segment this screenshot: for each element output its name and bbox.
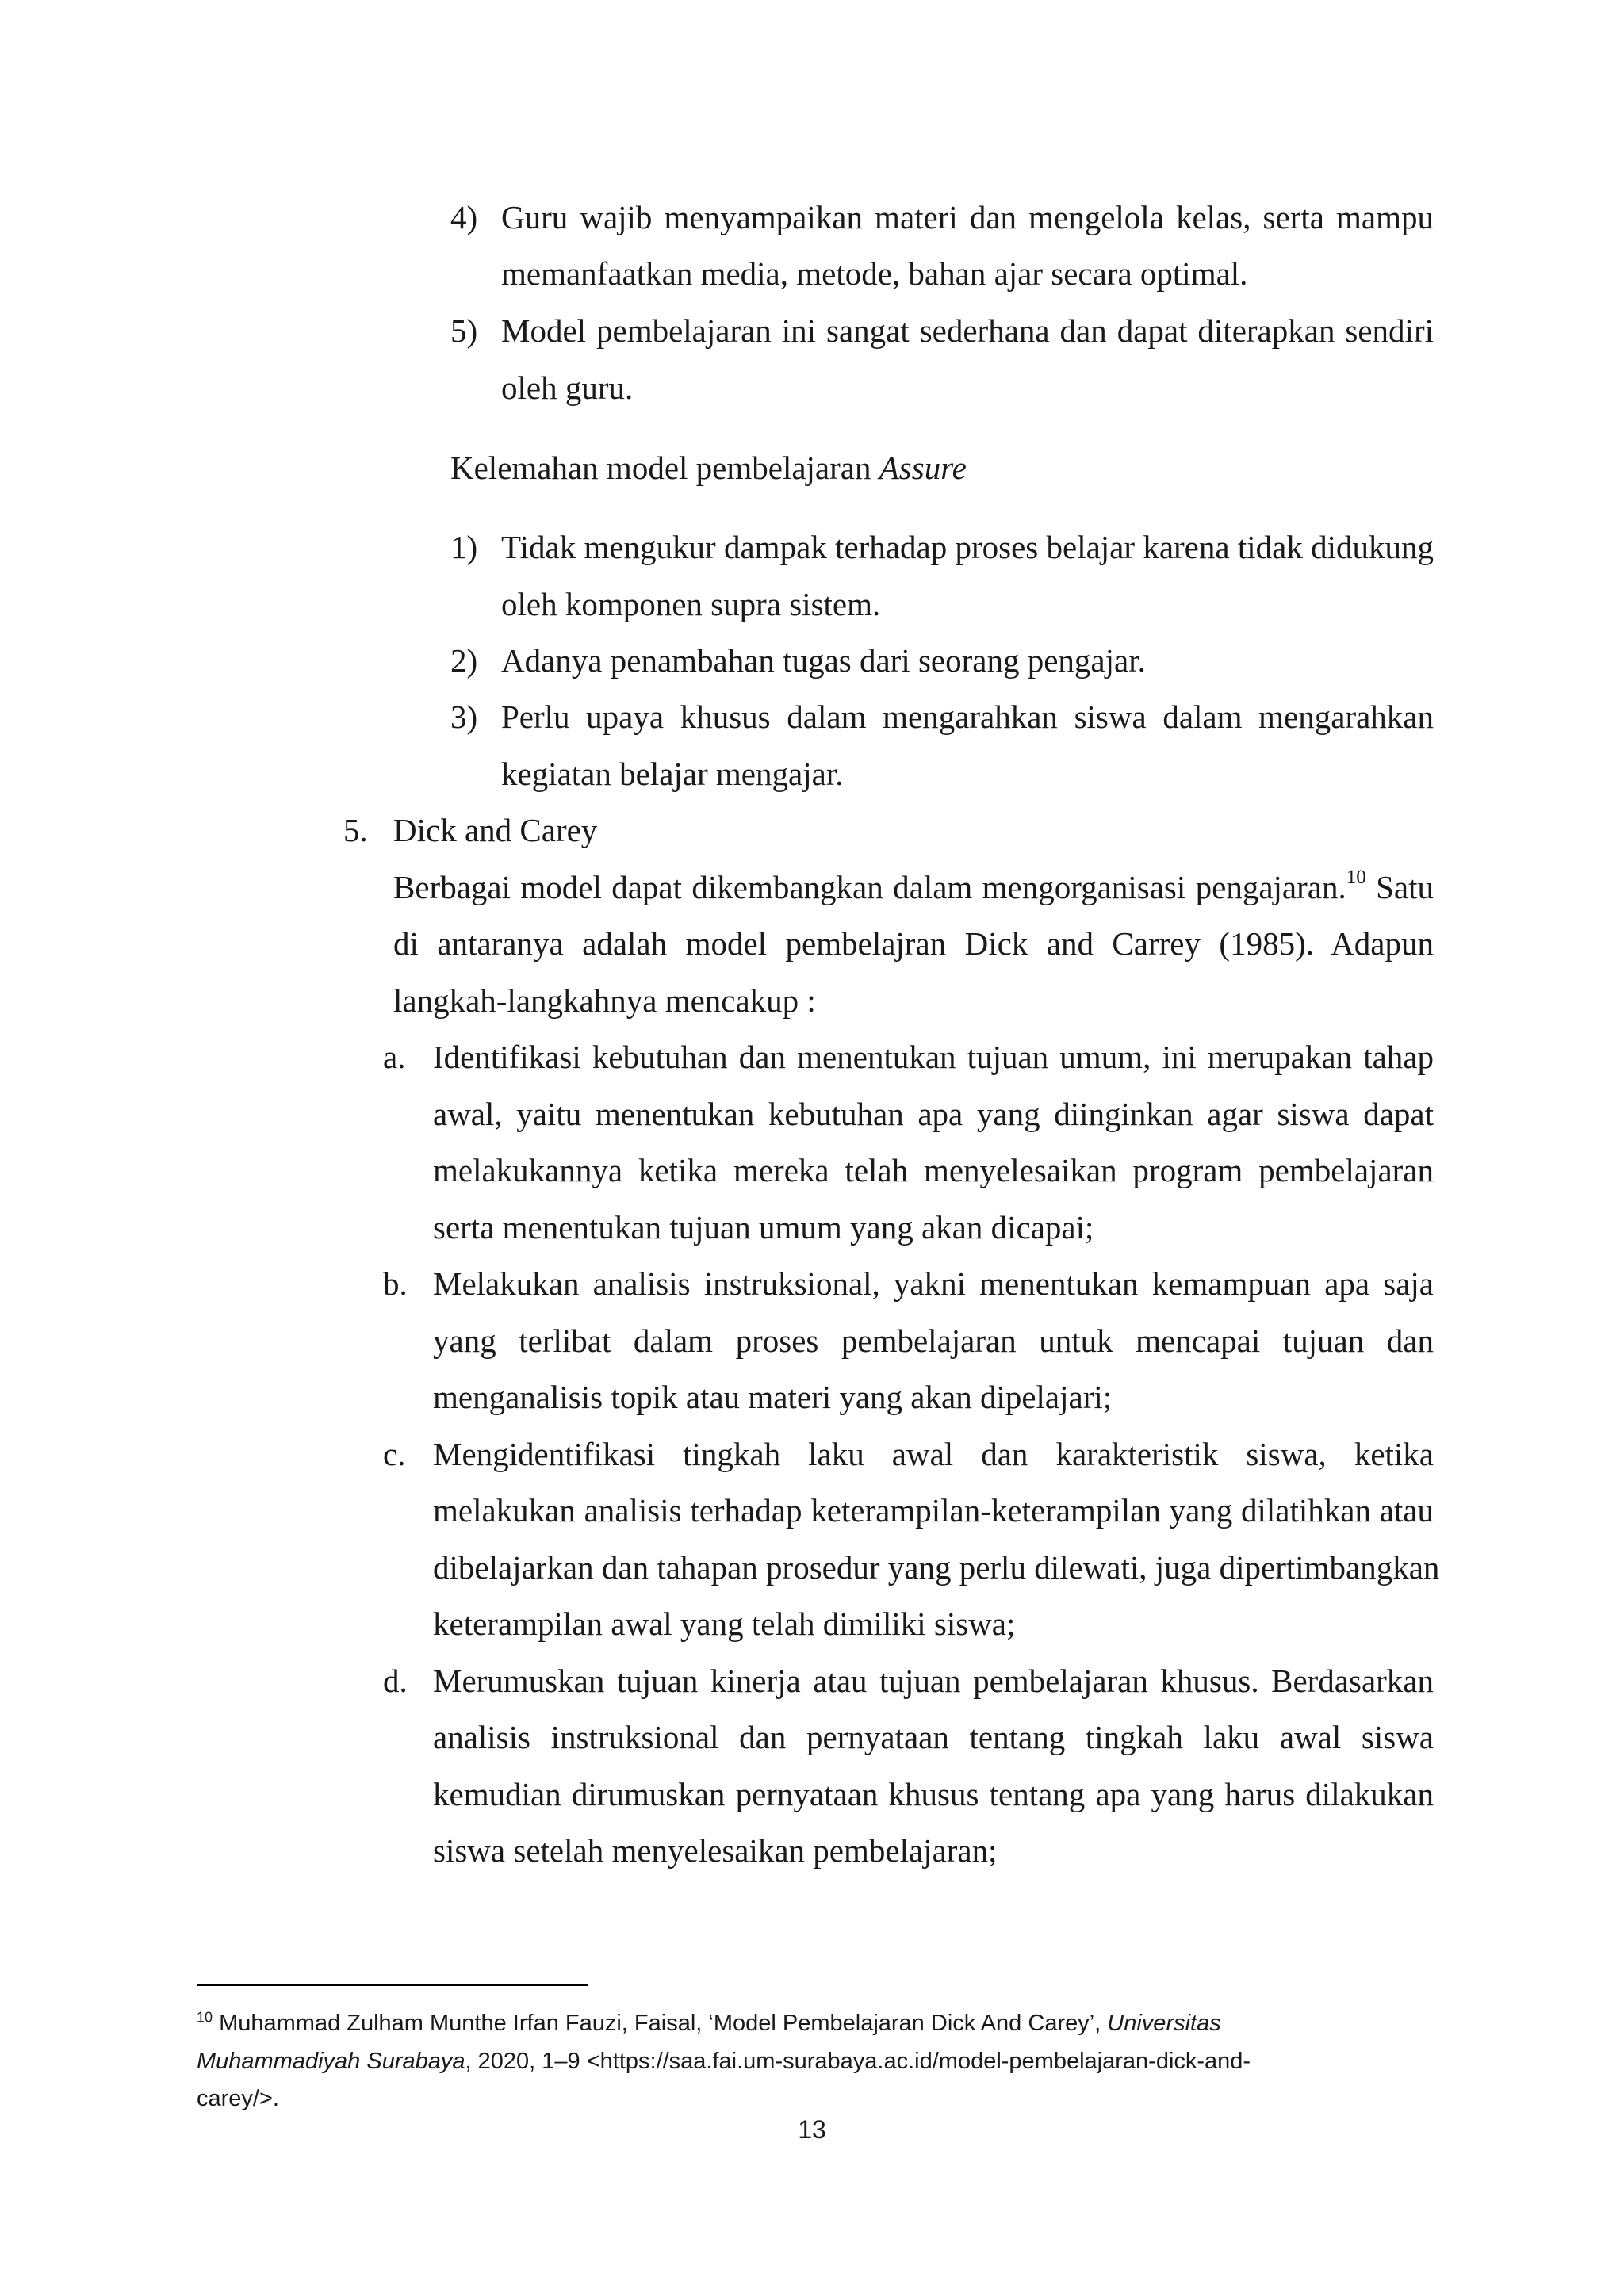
step-letter: b. xyxy=(383,1265,408,1302)
section-title: Dick and Carey xyxy=(393,812,598,848)
list-item-text: Model pembelajaran ini sangat sederhana dan dapat diterapkan sendiri xyxy=(501,312,1434,349)
section-number: 5. xyxy=(343,812,368,848)
step-text: siswa setelah menyelesaikan pembelajaran; xyxy=(433,1832,998,1869)
step-text: kemudian dirumuskan pernyataan khusus tentang apa yang harus dilakukan xyxy=(433,1776,1434,1812)
step-text: melakukan analisis terhadap keterampilan-keterampilan yang dilatihkan atau xyxy=(433,1492,1434,1529)
list-item-text: oleh guru. xyxy=(501,369,634,406)
list-number: 1) xyxy=(450,529,478,565)
page-number: 13 xyxy=(798,2115,826,2144)
step-text: Identifikasi kebutuhan dan menentukan tujuan umum, ini merupakan tahap xyxy=(433,1039,1434,1075)
list-item-text: Guru wajib menyampaikan materi dan mengelola kelas, serta mampu xyxy=(501,199,1434,235)
footnote-line: $^{10}$ Muhammad Zulham Munthe Irfan Fauzi, Faisal, ‘Model Pembelajaran Dick And Carey’, Universitas xyxy=(197,2009,1221,2036)
step-text: serta menentukan tujuan umum yang akan dicapai; xyxy=(433,1209,1094,1246)
list-item-text: Adanya penambahan tugas dari seorang pengajar. xyxy=(501,642,1146,679)
list-item-text: Tidak mengukur dampak terhadap proses belajar karena tidak didukung xyxy=(501,529,1434,565)
step-text: analisis instruksional dan pernyataan tentang tingkah laku awal siswa xyxy=(433,1719,1434,1755)
section-heading: Kelemahan model pembelajaran Assure xyxy=(450,450,967,486)
step-letter: c. xyxy=(383,1436,406,1472)
step-letter: a. xyxy=(383,1039,406,1075)
step-text: dibelajarkan dan tahapan prosedur yang perlu dilewati, juga dipertimbangkan xyxy=(433,1549,1440,1586)
footnote-line: carey/>. xyxy=(197,2086,279,2111)
intro-line: Berbagai model dapat dikembangkan dalam mengorganisasi pengajaran.$^{10}$ Satu xyxy=(393,867,1434,905)
step-text: yang terlibat dalam proses pembelajaran untuk mencapai tujuan dan xyxy=(433,1322,1434,1359)
list-item-text: oleh komponen supra sistem. xyxy=(501,586,881,622)
list-item-text: kegiatan belajar mengajar. xyxy=(501,756,844,792)
list-item-text: Perlu upaya khusus dalam mengarahkan siswa dalam mengarahkan xyxy=(501,698,1434,735)
step-text: Mengidentifikasi tingkah laku awal dan karakteristik siswa, ketika xyxy=(433,1436,1434,1472)
list-number: 4) xyxy=(450,199,478,235)
footnote-line: Muhammadiyah Surabaya, 2020, 1–9 <https://saa.fai.um-surabaya.ac.id/model-pembelajaran-dick-and- xyxy=(197,2049,1251,2074)
intro-line: di antaranya adalah model pembelajran Dick and Carrey (1985). Adapun xyxy=(393,925,1434,962)
step-text: melakukannya ketika mereka telah menyelesaikan program pembelajaran xyxy=(433,1152,1434,1188)
list-number: 3) xyxy=(450,698,478,735)
list-number: 5) xyxy=(450,312,478,349)
footnote-separator xyxy=(197,1984,588,1986)
step-text: awal, yaitu menentukan kebutuhan apa yang diinginkan agar siswa dapat xyxy=(433,1096,1434,1132)
step-letter: d. xyxy=(383,1663,408,1699)
step-text: menganalisis topik atau materi yang akan dipelajari; xyxy=(433,1379,1113,1415)
intro-line: langkah-langkahnya mencakup : xyxy=(393,982,816,1019)
step-text: Merumuskan tujuan kinerja atau tujuan pembelajaran khusus. Berdasarkan xyxy=(433,1663,1434,1699)
footnote-ref[interactable]: 10 xyxy=(1346,867,1366,889)
step-text: Melakukan analisis instruksional, yakni menentukan kemampuan apa saja xyxy=(433,1265,1434,1302)
list-item-text: memanfaatkan media, metode, bahan ajar secara optimal. xyxy=(501,255,1248,292)
list-number: 2) xyxy=(450,642,478,679)
step-text: keterampilan awal yang telah dimiliki siswa; xyxy=(433,1605,1016,1642)
